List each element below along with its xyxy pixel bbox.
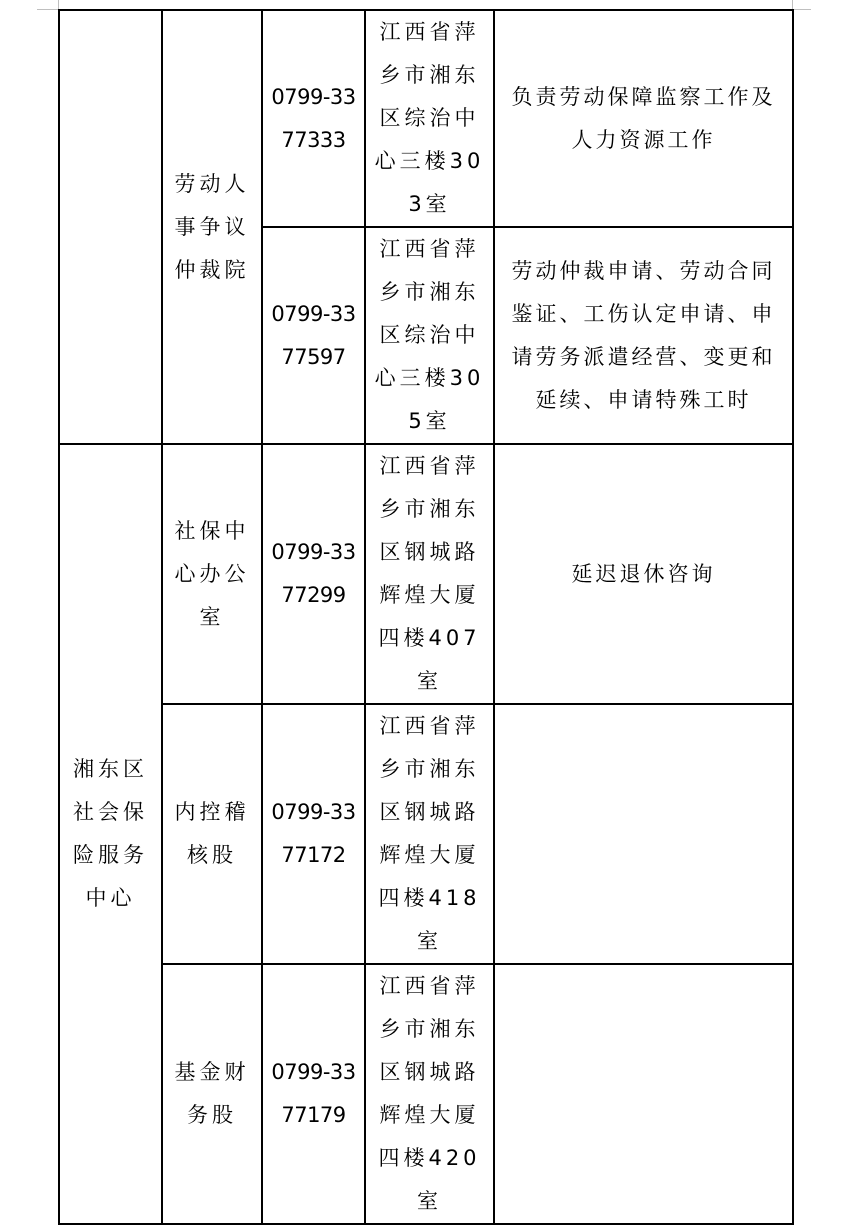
dept-cell: 劳动人事争议仲裁院: [162, 10, 262, 444]
duty-cell: 延迟退休咨询: [494, 444, 793, 704]
dept-cell: 内控稽核股: [162, 704, 262, 964]
duty-cell: [494, 704, 793, 964]
page-corner-mark-right: [792, 0, 811, 10]
table-row: [59, 704, 793, 964]
phone-cell: 0799-3377597: [262, 227, 365, 444]
table-row: [59, 444, 793, 704]
department-contact-table: [58, 9, 794, 1225]
org-cell-social-insurance: 湘东区社会保险服务中心: [59, 444, 162, 1224]
address-cell: 江西省萍乡市湘东区钢城路辉煌大厦四楼407室: [365, 444, 494, 704]
phone-cell: 0799-3377333: [262, 10, 365, 227]
table-row: [59, 10, 793, 227]
address-cell: 江西省萍乡市湘东区钢城路辉煌大厦四楼420室: [365, 964, 494, 1224]
org-cell-labor: [59, 10, 162, 444]
phone-cell: 0799-3377179: [262, 964, 365, 1224]
page-corner-mark-left: [37, 0, 59, 10]
address-cell: 江西省萍乡市湘东区综治中心三楼305室: [365, 227, 494, 444]
address-cell: 江西省萍乡市湘东区综治中心三楼303室: [365, 10, 494, 227]
duty-cell: [494, 964, 793, 1224]
phone-cell: 0799-3377172: [262, 704, 365, 964]
table-row: [59, 964, 793, 1224]
dept-cell: 基金财务股: [162, 964, 262, 1224]
duty-cell: 负责劳动保障监察工作及人力资源工作: [494, 10, 793, 227]
duty-cell: 劳动仲裁申请、劳动合同鉴证、工伤认定申请、申请劳务派遣经营、变更和延续、申请特殊工时: [494, 227, 793, 444]
dept-cell: 社保中心办公室: [162, 444, 262, 704]
phone-cell: 0799-3377299: [262, 444, 365, 704]
address-cell: 江西省萍乡市湘东区钢城路辉煌大厦四楼418室: [365, 704, 494, 964]
